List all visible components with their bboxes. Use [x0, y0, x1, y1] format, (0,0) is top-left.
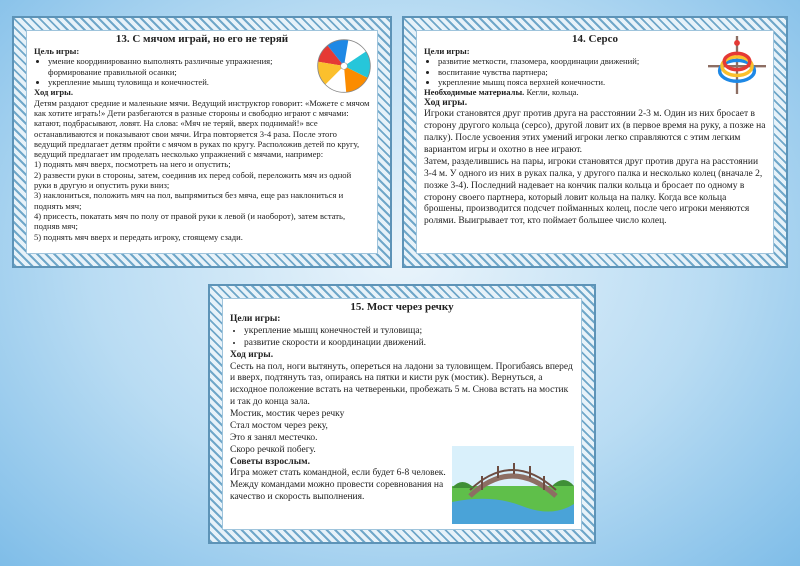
game-card-13	[14, 18, 390, 266]
advice-label: Советы взрослым.	[230, 456, 310, 467]
game-card-15	[210, 286, 594, 542]
materials-text: Кегли, кольца.	[526, 87, 579, 98]
goal-item: • развитие меткости, глазомера, координации движений;	[438, 56, 700, 66]
process-text: Сесть на пол, ноги вытянуть, опереться на ладони за туловищем. Прогибаясь вперед и вверх, подтянуть таз, опираясь на пятки и кисти рук (мостик). Вернуться, а исходное положение встать на четвереньки, пробежать 5 м. Снова встать на мостик и так до конца зала.	[230, 361, 573, 408]
process-label: Ход игры.	[230, 349, 274, 360]
goal-item: • развитие скорости и координации движений.	[244, 338, 574, 350]
process-label: Ход игры.	[34, 87, 73, 98]
step-item: 1) поднять мяч вверх, посмотреть на него и опустить;	[34, 159, 231, 170]
goals-label: Цели игры:	[230, 314, 281, 324]
goal-item: • укрепление мышц пояса верхней конечности.	[438, 77, 700, 87]
goals-label: Цели игры:	[424, 46, 470, 56]
poem-line: Это я занял местечко.	[230, 432, 318, 443]
goal-item: • воспитание чувства партнера;	[438, 67, 700, 77]
step-item: 5) поднять мяч вверх и передать игроку, стоящему сзади.	[34, 231, 243, 242]
beach-ball-icon	[316, 38, 372, 94]
step-item: 3) наклониться, положить мяч на пол, выпрямиться без мяча, еще раз наклониться и поднять мяч;	[34, 190, 344, 211]
materials-label: Необходимые материалы.	[424, 87, 525, 98]
process-text: Детям раздают средние и маленькие мячи. Ведущий инструктор говорит: «Можете с мячом как хотите играть!» Дети разбегаются в разные стороны и свободно играют с мячами: катают, подбрасывают, ловят. На слова: «Мяч не теряй, вверх поднимай!» все останавливаются и показывают свои мячи. Игра повторяется 3-4 раза. После этого ведущий предлагает детям пройти с мячом в руках по кругу. Расположив детей по кругу, ведущий предлагает им проделать несколько упражнений с мячами, например:	[34, 97, 370, 160]
card-13-title: 13. С мячом играй, но его не теряй	[115, 33, 289, 45]
bridge-illustration	[452, 446, 574, 524]
process-label: Ход игры.	[424, 97, 468, 108]
ring-toss-icon	[708, 36, 766, 94]
poem-line: Скоро речкой побегу.	[230, 444, 316, 455]
poem-line: Стал мостом через реку,	[230, 420, 328, 431]
goals-label: Цель игры:	[34, 46, 80, 56]
card-14-title: 14. Серсо	[572, 33, 618, 45]
process-paragraph: Затем, разделившись на пары, игроки становятся друг против друга на расстоянии 3-4 м. У одного из них в руках палка, у другого палка и несколько колец (вначале 2, позже 3-4). Последний надевает на кончик палки кольца и бросает по одному в сторону своего партнера, который ловит кольца на палку. Когда все кольца брошены, производится подсчет пойманных колец, после чего игроки меняются ролями. Выигрывает тот, кто поймает большее число колец.	[424, 156, 763, 227]
goal-item: • умение координированно выполнять различные упражнения; формирование правильной осанки;	[48, 56, 308, 77]
advice-text: Игра может стать командной, если будет 6-8 человек. Между командами можно провести соревнования на качество и скорость выполнения.	[230, 468, 446, 503]
step-item: 4) присесть, покатать мяч по полу от правой руки к левой (и наоборот), затем встать, подняв мяч;	[34, 211, 346, 232]
process-paragraph: Игроки становятся друг против друга на расстоянии 2-3 м. Один из них бросает в сторону другого кольца (серсо), другой ловит их (в первое время на руку, а позже на палку). После усвоения этих умений игроки легко справляются с этим легким вариантом игры и охотно в нее играют.	[424, 109, 766, 156]
game-card-14	[404, 18, 786, 266]
step-item: 2) развести руки в стороны, затем, соединив их перед собой, переложить мяч из одной руки в другую и опустить руки вниз;	[34, 169, 352, 191]
poem-line: Мостик, мостик через речку	[230, 409, 345, 419]
card-15-title: 15. Мост через речку	[350, 301, 454, 313]
goal-item: • укрепление мышц туловища и конечностей.	[48, 77, 308, 87]
goal-item: • укрепление мышц конечностей и туловища;	[244, 326, 574, 338]
